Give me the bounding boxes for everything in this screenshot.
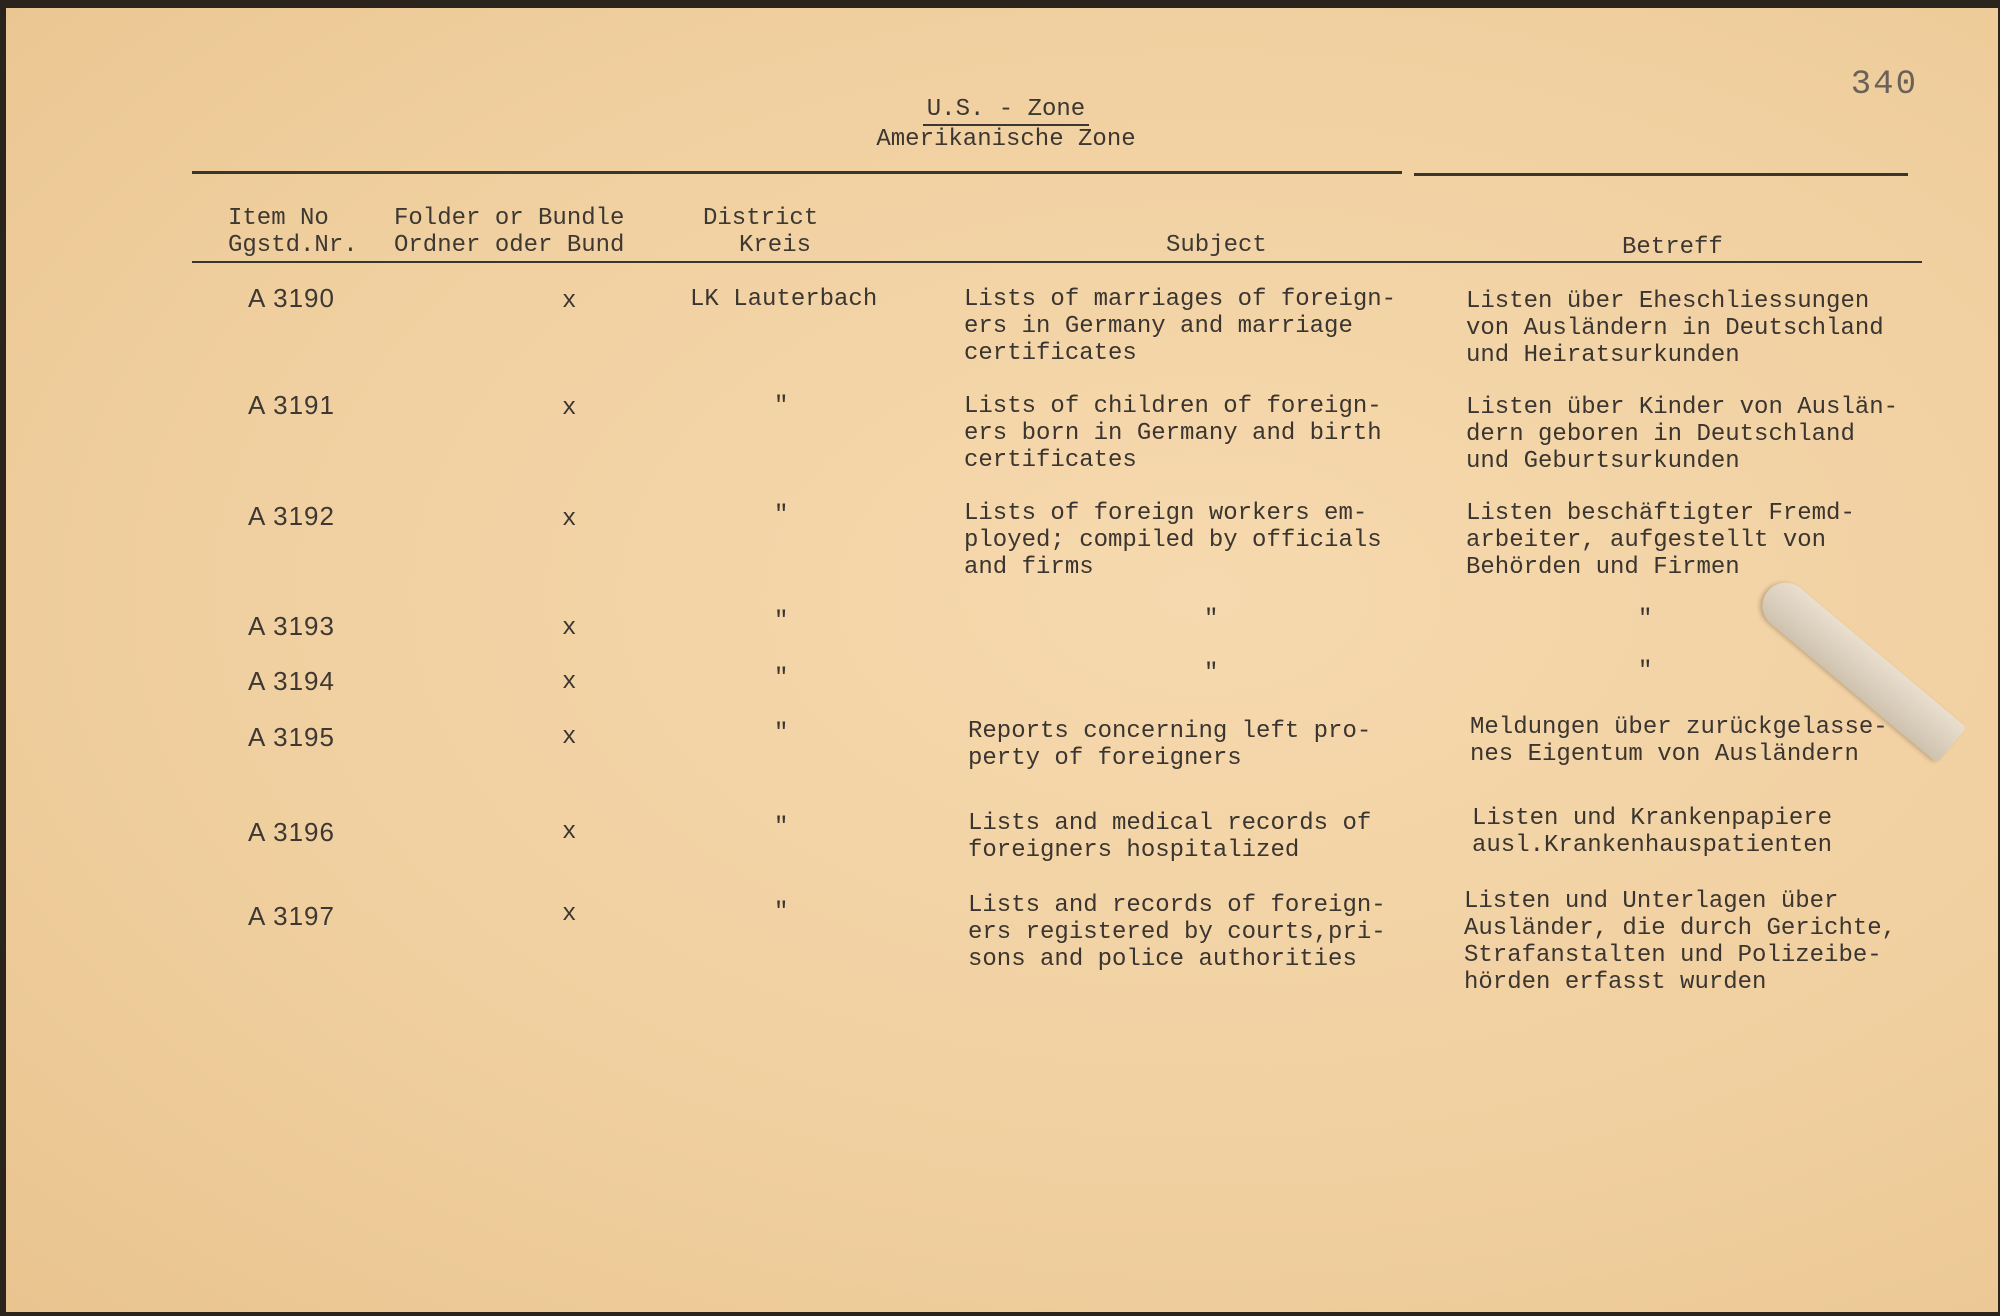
row-district: ": [774, 720, 789, 747]
row-subject: Lists and records of foreign- ers registered by courts,pri- sons and police authorities: [968, 892, 1386, 973]
page-number: 340: [1850, 66, 1918, 104]
top-rule-right: [1414, 173, 1908, 176]
row-district: ": [774, 608, 789, 635]
row-betreff: Listen und Unterlagen über Ausländer, die durch Gerichte, Strafanstalten und Polizeibe- hörden erfasst wurden: [1464, 888, 1897, 996]
row-betreff: Listen über Kinder von Auslän- dern geboren in Deutschland und Geburtsurkunden: [1466, 394, 1899, 475]
row-folder: x: [562, 288, 577, 315]
row-item-no: A 3196: [248, 817, 335, 847]
row-item-no: A 3194: [248, 666, 335, 696]
row-folder: x: [562, 819, 577, 846]
row-district: ": [774, 502, 789, 529]
row-folder: x: [562, 506, 577, 533]
row-folder: x: [562, 395, 577, 422]
row-betreff: Meldungen über zurückgelasse- nes Eigentum von Ausländern: [1470, 714, 1888, 768]
zone-heading: [6, 96, 1998, 154]
header-folder-en: Folder or Bundle: [394, 205, 625, 232]
row-folder: x: [562, 669, 577, 696]
row-folder: x: [562, 724, 577, 751]
row-betreff: Listen und Krankenpapiere ausl.Krankenhauspatienten: [1472, 805, 1833, 859]
row-item-no: A 3195: [248, 722, 335, 752]
row-subject: Lists of foreign workers em- ployed; compiled by officials and firms: [964, 500, 1382, 581]
header-district-de: Kreis: [739, 232, 812, 259]
document-page: [6, 8, 1998, 1312]
row-subject: ": [1204, 660, 1219, 687]
row-betreff: ": [1638, 606, 1653, 633]
header-rule: [192, 261, 1922, 263]
row-folder: x: [562, 615, 577, 642]
header-item-en: Item No: [228, 205, 329, 232]
row-district: LK Lauterbach: [690, 286, 878, 313]
top-rule-left: [192, 171, 1402, 174]
row-district: ": [774, 393, 789, 420]
zone-title-de: Amerikanische Zone: [876, 126, 1136, 153]
row-item-no: A 3191: [248, 390, 335, 420]
row-folder: x: [562, 901, 577, 928]
row-district: ": [774, 899, 789, 926]
header-district-en: District: [703, 205, 819, 232]
row-subject: ": [1204, 606, 1219, 633]
header-subject: Subject: [1166, 232, 1267, 259]
header-folder-de: Ordner oder Bund: [394, 232, 625, 259]
row-item-no: A 3190: [248, 283, 335, 313]
row-betreff: Listen über Eheschliessungen von Ausländern in Deutschland und Heiratsurkunden: [1466, 288, 1884, 369]
row-item-no: A 3192: [248, 501, 335, 531]
row-item-no: A 3197: [248, 901, 335, 931]
row-subject: Lists of marriages of foreign- ers in Germany and marriage certificates: [964, 286, 1397, 367]
row-district: ": [774, 665, 789, 692]
row-subject: Lists of children of foreign- ers born in Germany and birth certificates: [964, 393, 1382, 474]
row-betreff: ": [1638, 658, 1653, 685]
row-subject: Reports concerning left pro- perty of foreigners: [968, 718, 1372, 772]
row-subject: Lists and medical records of foreigners hospitalized: [968, 810, 1372, 864]
header-betreff: Betreff: [1622, 234, 1723, 261]
row-betreff: Listen beschäftigter Fremd- arbeiter, aufgestellt von Behörden und Firmen: [1466, 500, 1855, 581]
zone-title-en: U.S. - Zone: [923, 96, 1089, 126]
row-district: ": [774, 814, 789, 841]
row-item-no: A 3193: [248, 611, 335, 641]
header-item-de: Ggstd.Nr.: [228, 232, 358, 259]
